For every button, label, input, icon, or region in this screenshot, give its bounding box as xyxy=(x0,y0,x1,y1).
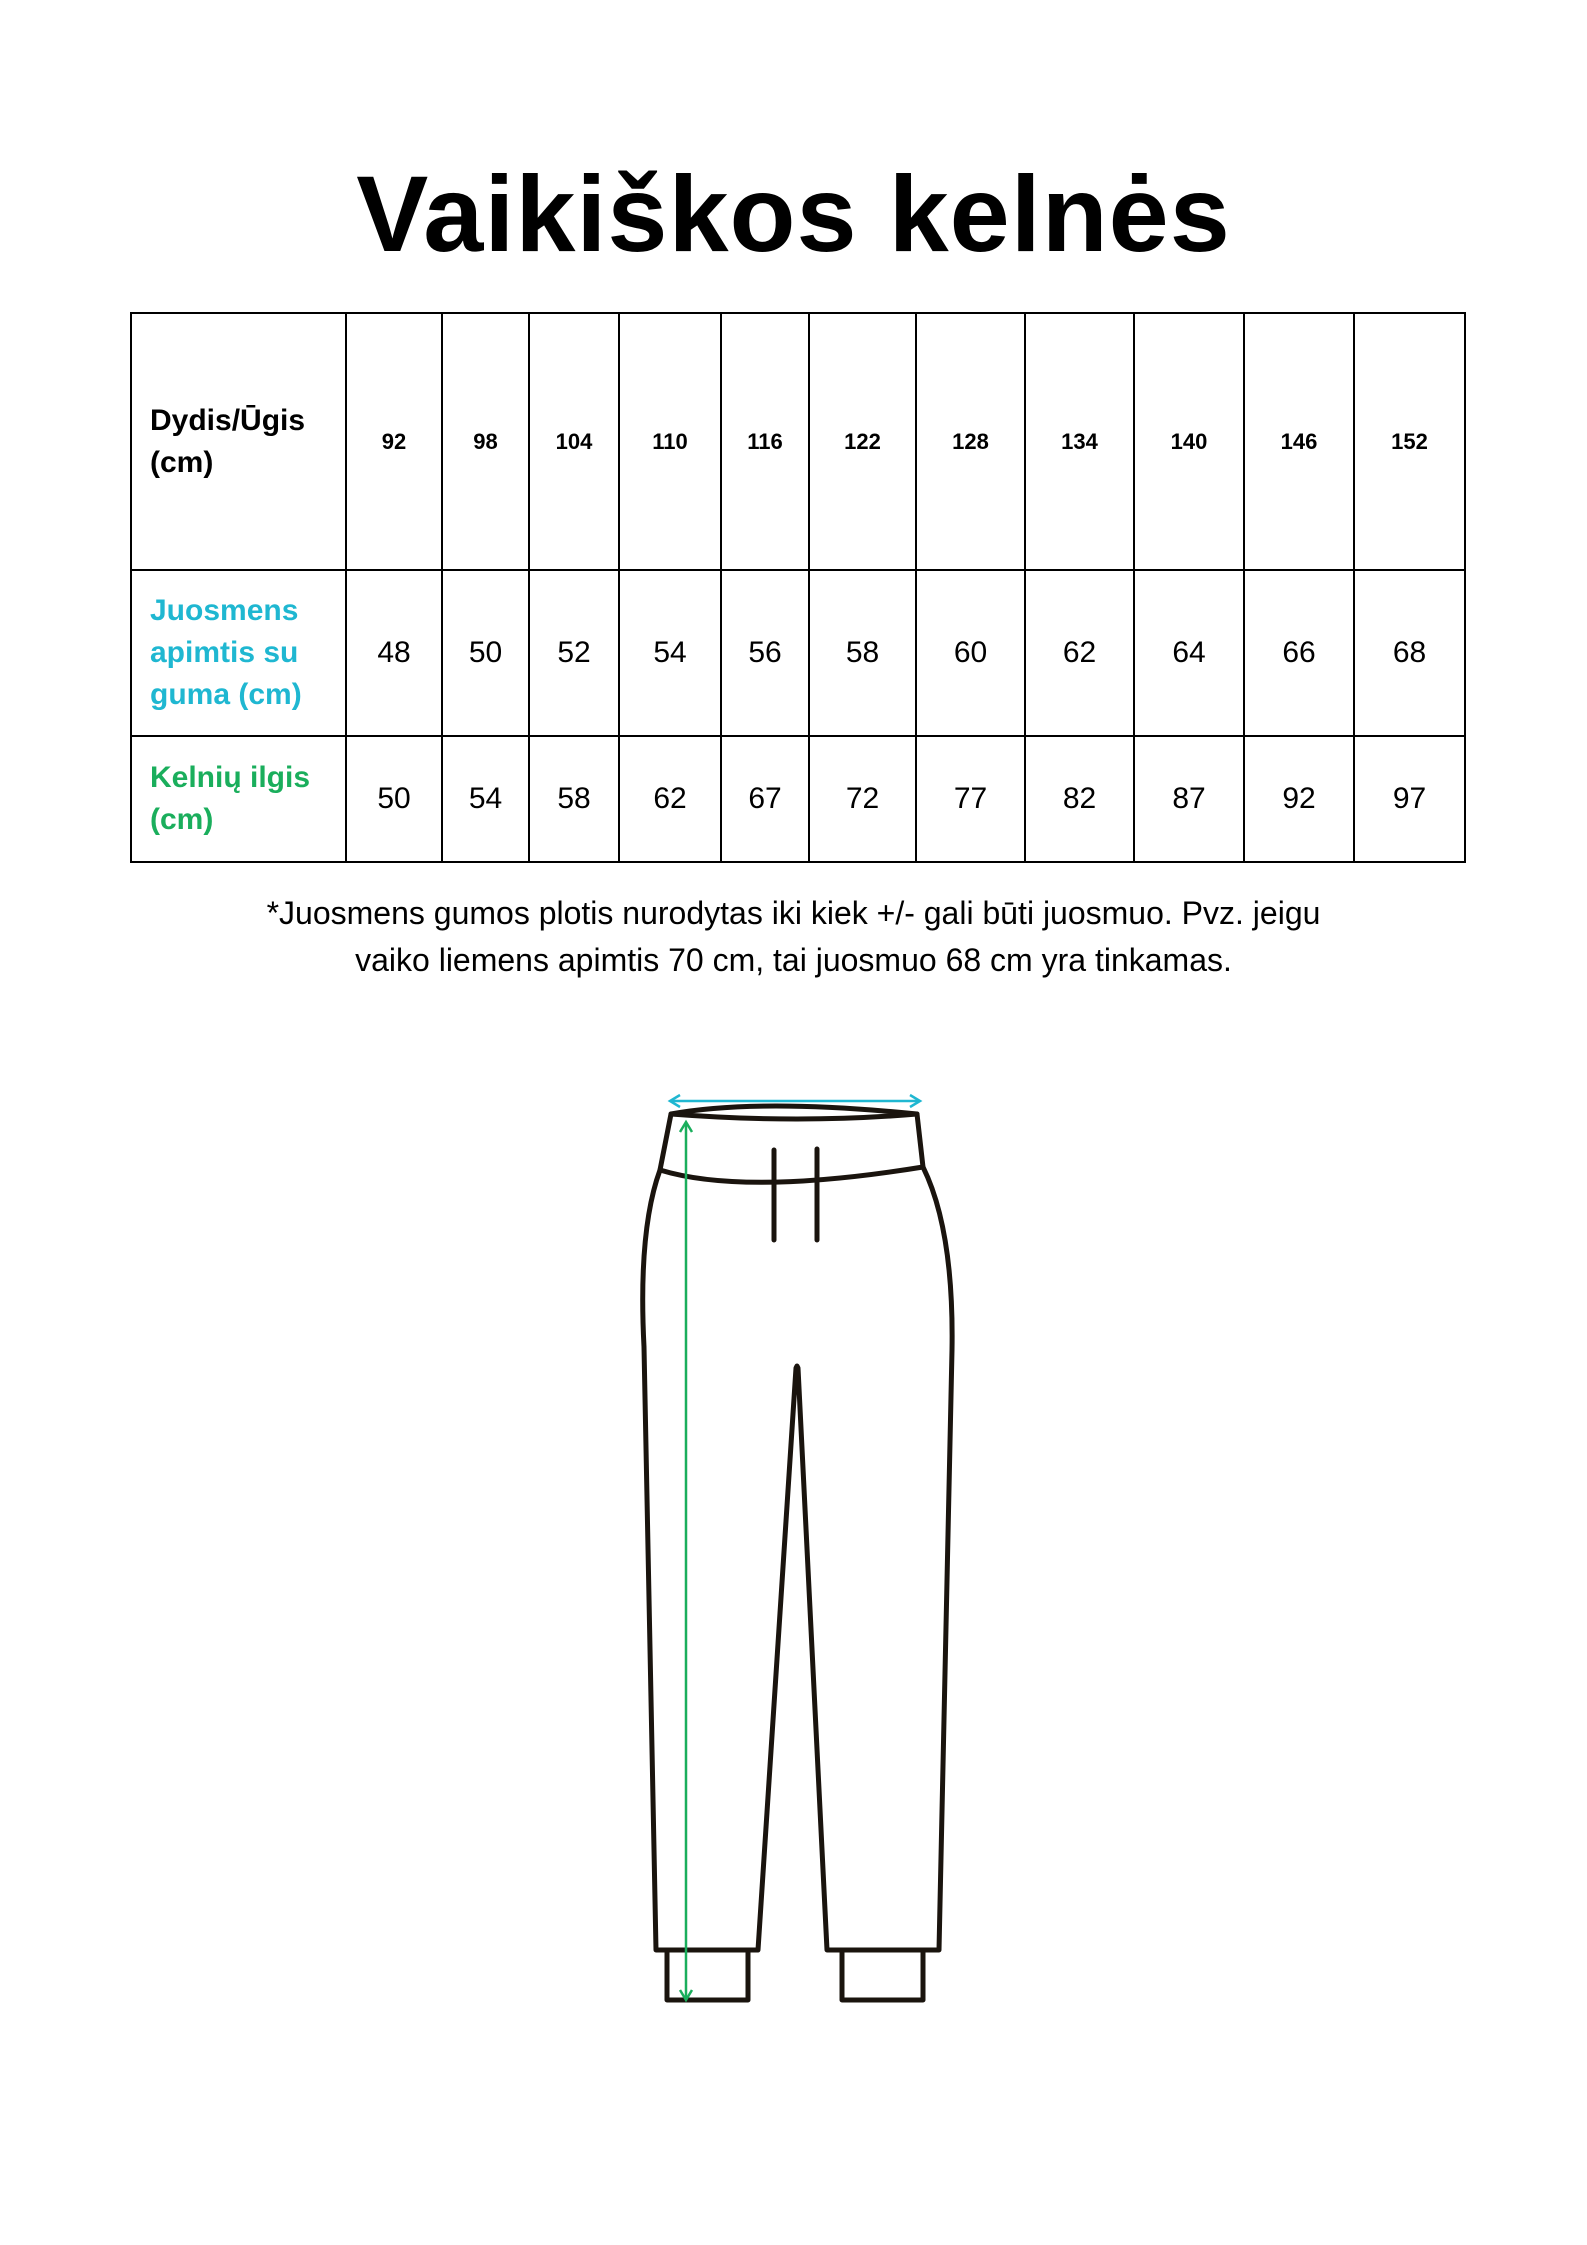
length-value-cell: 87 xyxy=(1134,736,1244,862)
pants-outline xyxy=(643,1106,952,1950)
length-value-cell: 97 xyxy=(1354,736,1465,862)
waist-value-cell: 62 xyxy=(1025,570,1134,736)
length-label-line: (cm) xyxy=(150,803,214,836)
waist-note xyxy=(0,890,1587,984)
waist-value-cell: 68 xyxy=(1354,570,1465,736)
pants-waistband-bottom xyxy=(660,1167,923,1182)
length-value-cell: 54 xyxy=(442,736,529,862)
size-header-label-line: (cm) xyxy=(150,445,214,479)
size-header-label xyxy=(131,313,346,570)
waist-label-line: Juosmens xyxy=(150,594,299,627)
waist-value-cell: 64 xyxy=(1134,570,1244,736)
size-table xyxy=(130,312,1466,863)
waist-value-cell: 52 xyxy=(529,570,619,736)
page-title: Vaikiškos kelnės xyxy=(356,153,1231,274)
length-value-cell: 72 xyxy=(809,736,916,862)
length-value-cell: 50 xyxy=(346,736,442,862)
size-header-cell: 116 xyxy=(721,313,809,570)
length-row xyxy=(131,736,1465,862)
waist-value-cell: 54 xyxy=(619,570,721,736)
pants-diagram-icon xyxy=(620,1090,970,2020)
size-header-cell: 104 xyxy=(529,313,619,570)
waist-row-label xyxy=(131,570,346,736)
length-value-cell: 92 xyxy=(1244,736,1354,862)
note-line: *Juosmens gumos plotis nurodytas iki kiek +/- gali būti juosmuo. Pvz. jeigu xyxy=(266,895,1321,931)
pants-waistband-top-inner xyxy=(671,1114,917,1119)
length-value-cell: 77 xyxy=(916,736,1025,862)
length-value-cell: 82 xyxy=(1025,736,1134,862)
waist-value-cell: 60 xyxy=(916,570,1025,736)
length-row-label xyxy=(131,736,346,862)
length-value-cell: 62 xyxy=(619,736,721,862)
waist-value-cell: 50 xyxy=(442,570,529,736)
size-header-cell: 140 xyxy=(1134,313,1244,570)
waist-label-line: guma (cm) xyxy=(150,678,302,711)
size-header-label-line: Dydis/Ūgis xyxy=(150,403,306,437)
size-header-cell: 92 xyxy=(346,313,442,570)
size-header-row xyxy=(131,313,1465,570)
length-label-line: Kelnių ilgis xyxy=(150,761,311,794)
size-header-cell: 128 xyxy=(916,313,1025,570)
size-header-cell: 134 xyxy=(1025,313,1134,570)
waist-label-line: apimtis su xyxy=(150,636,299,669)
size-header-cell: 146 xyxy=(1244,313,1354,570)
waist-value-cell: 48 xyxy=(346,570,442,736)
pants-cuff-left xyxy=(667,1950,748,2000)
pants-cuff-right xyxy=(842,1950,923,2000)
note-line: vaiko liemens apimtis 70 cm, tai juosmuo 68 cm yra tinkamas. xyxy=(355,942,1232,978)
length-value-cell: 67 xyxy=(721,736,809,862)
size-header-cell: 98 xyxy=(442,313,529,570)
waist-value-cell: 58 xyxy=(809,570,916,736)
waist-row xyxy=(131,570,1465,736)
waist-value-cell: 66 xyxy=(1244,570,1354,736)
size-header-cell: 110 xyxy=(619,313,721,570)
length-value-cell: 58 xyxy=(529,736,619,862)
size-header-cell: 122 xyxy=(809,313,916,570)
waist-value-cell: 56 xyxy=(721,570,809,736)
size-header-cell: 152 xyxy=(1354,313,1465,570)
length-measure-arrow xyxy=(680,1122,692,2000)
